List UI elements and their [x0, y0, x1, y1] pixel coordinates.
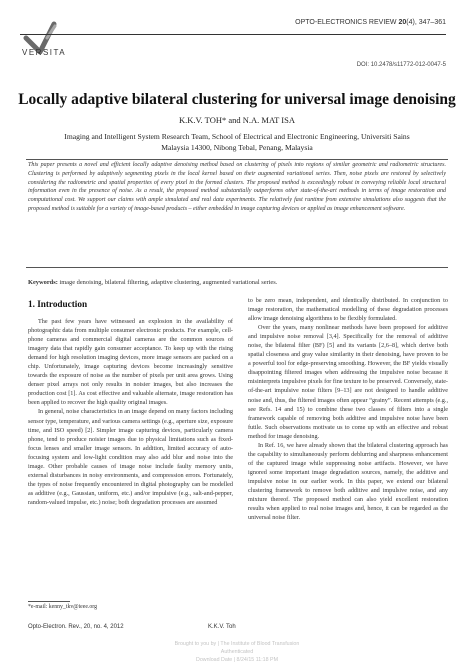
footer-author: K.K.V. Toh: [208, 624, 236, 630]
watermark-line: Authenticated: [220, 649, 254, 655]
footer-citation: Opto-Electron. Rev., 20, no. 4, 2012: [28, 624, 124, 630]
paper-title: Locally adaptive bilateral clustering for universal image denoising: [18, 91, 456, 108]
paragraph: to be zero mean, independent, and identically distributed. In conjunction to image restoration, the mathematical modelling of these degradation processes allow image denoising algorithms to be flexibly formulated.: [248, 297, 448, 323]
doi: DOI: 10.2478/s11772-012-0047-5: [356, 62, 446, 68]
authors: K.K.V. TOH* and N.A. MAT ISA: [178, 115, 296, 125]
watermark-line: Download Date | 8/24/15 11:18 PM: [196, 657, 278, 663]
paragraph: In general, noise characteristics in an image depend on many factors including sensor type, temperature, and various camera settings (e.g., aperture size, exposure time, and ISO speed) [2]. Simpler image capturing devices, particularly camera phone, tend to produce noisier images due to physical limitations such as fixed-focus lenses and smaller image sensors. In addition, limited accuracy of auto-focusing system and low-light condition may also add blur and noise into the image. Other probable causes of image noise include faulty memory units, external disturbances in noisy environments, and compression errors. Fortunately, the types of noise frequently encountered in digital photography can be modelled as additive (e.g., Gaussian, uniform, etc.) and/or impulsive (e.g., salt-and-pepper, random-valued impulse, etc.) noise; both degradation processes are assumed: [28, 408, 233, 506]
section-heading: 1. Introduction: [28, 299, 88, 309]
footnote: *e-mail: kenny_tkv@ieee.org: [28, 604, 97, 610]
publisher-name: VERSITA: [22, 48, 67, 57]
abstract: This paper presents a novel and efficient locally adaptive denoising method based on clustering of pixels into regions of similar geometric and radiometric structures. Clustering is performed by adaptively segmenting pixels in the local kernel based on their augmented variational series. Then, noise pixels are restored by selectively considering the radiometric and spatial properties of every pixel in the formed clusters. The proposed method is exceedingly robust in conveying reliable local structural information even in the presence of noise. As a result, the proposed method substantially outperforms other state-of-the-art methods in terms of image restoration and computational cost. We support our claims with ample simulated and real data experiments. The relatively fast runtime from extensive simulations also suggests that the proposed method is suitable for a variety of image-based products – either embedded in image capturing devices or applied as image enhancement software.: [28, 162, 446, 212]
header-rule: [20, 34, 446, 35]
paragraph: Over the years, many nonlinear methods have been proposed for additive and impulsive noise removal [3,4]. Specifically for the removal of additive noise, the bilateral filter (BF) [5] and its variants [2,6–8], which derive both spatial closeness and gray value similarity in their denoising, have proven to be a powerful tool for edge-preserving smoothing. However, the BF yields visually disappointing filtered images when addressing the impulsive noise because it misinterprets impulsive pixels for fine texture to be preserved. Conversely, state-of-the-art impulsive noise filters [9–13] are not designed to handle additive noise and, thus, the filtered images often appear “grainy”. Recent attempts (e.g., see Refs. 14 and 15) to combine these two classes of filters into a single framework capable of removing both additive and impulsive noise have been futile. Such observations motivate us to come up with an effective and robust method for image denoising.: [248, 324, 448, 440]
watermark-line: Brought to you by | The Institute of Blood Transfusion: [174, 641, 300, 647]
affiliation: Imaging and Intelligent System Research Team, School of Electrical and Electronic Engineering, Universiti Sains Malaysia 14300, Nibong Tebal, Penang, Malaysia: [64, 132, 410, 152]
footnote-rule: [28, 601, 70, 602]
journal-reference: OPTO-ELECTRONICS REVIEW 20(4), 347–361: [295, 19, 446, 26]
left-column: [28, 317, 233, 507]
paragraph: The past few years have witnessed an explosion in the availability of photographic data from multiple consumer electronic products. For example, cell-phone cameras and commercial digital cameras are the common sources of imagery data that rapidly gain consumer acceptance. To keep up with the rising demand for high resolution imaging devices, more image sensors are packed on a chip. Unfortunately, image capturing devices become increasingly sensitive towards the exposure of noise as the number of pixels per unit area grows. Using denser pixel arrays not only results in noisier images, but also increases the production cost [1]. As cost effective and valuable alternate, image restoration has been applied to recover the high quality original images.: [28, 318, 233, 407]
keywords: Keywords: image denoising, bilateral filtering, adaptive clustering, augmented variational series.: [28, 279, 278, 286]
paragraph: In Ref. 16, we have already shown that the bilateral clustering approach has the capability to simultaneously perform deblurring and sharpness enhancement of the captured image while suppressing noise artifacts. However, we have ignored some important image degradation sources, namely, the additive and impulsive noise in our earlier work. In this paper, we extend our bilateral clustering framework to remove both additive and impulsive noise, and any mixture thereof. The proposed method can also yield excellent restoration results when applied to real noise images and, hence, it can be regarded as the universal noise filter.: [248, 441, 448, 522]
right-column: [248, 296, 448, 522]
